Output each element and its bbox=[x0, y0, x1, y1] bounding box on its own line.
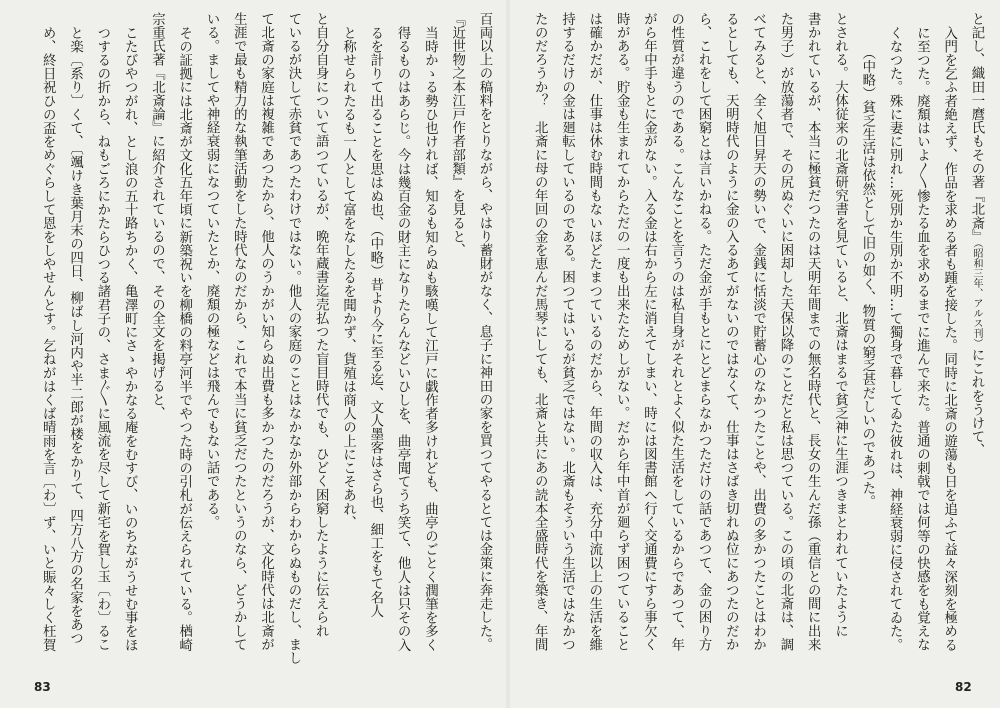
quote-column: と称せられたるも一人として富をなしたるを聞かず、貨殖は商人の上にこそあれ、 bbox=[340, 26, 356, 530]
text-column: 持するだけの金は廻転しているのである。困つてはいるが貧乏ではない。北斎もそういう生活ではなかつ bbox=[559, 12, 575, 652]
quote-column: くなつた。殊に妻に別れ…死別か生別か不明…て獨身で暮してゐた彼れは、神経衰弱に侵されてゐた。 bbox=[887, 26, 903, 652]
text-column: がら年中手もとに金がない。入る金は右から左に消えてしまい、時には図書館へ行く交通費にすら事欠く bbox=[641, 12, 657, 652]
page-gutter bbox=[505, 0, 511, 708]
text-column: た男子）が放蕩者で、その尻ぬぐいに困却した天保以降のことだと私は思つている。この頃の北斎は、調 bbox=[777, 12, 793, 652]
text-column: 生涯で最も精力的な執筆活動をした時代なのだから、これで本当に貧乏だつたというのなら、どうかして bbox=[231, 12, 247, 652]
quote-column: （中略）貧乏生活は依然として旧の如く、物質の窮乏甚だしいのであつた。 bbox=[859, 46, 875, 509]
quote-column: こたびやつがれ、とし浪の五十路ちかく、亀澤町にさゝやかなる庵をむすび、いのちながうせむ事をほ bbox=[122, 26, 138, 652]
text-column: て北斎の家庭は複雑であつたから、他人のうかがい知らぬ出費も多かつたのだろうが、文化時代は北斎が bbox=[258, 12, 274, 652]
text-column: 百両以上の稿料をとりながら、やはり蓄財がなく、息子に神田の家を買つてやるとては金策に奔走した。 bbox=[477, 12, 492, 652]
text-column: べてみると、全く旭日昇天の勢いで、金銭に恬淡で貯蓄心のなかつたことや、出費の多かつたことはわか bbox=[750, 12, 766, 652]
quote-column: るを計りて出ることを思はぬ也、（中略）昔より今に至る迄、文人墨客はさら也、細工をもて名人 bbox=[367, 26, 383, 618]
quote-column: 得るものはあらじ。今は幾百金の財主になりたらんなどいひしを、曲亭聞てうち笑て、他人は只その入 bbox=[395, 26, 411, 652]
text-column: その証拠には北斎が文化五年頃に新築祝いを柳橋の料亭河半でやつた時の引札が伝えられている。楢崎 bbox=[176, 26, 192, 652]
text-column: の性質が違うのである。こんなことを言うのは私自身がそれとよく似た生活をしているからであつて、年 bbox=[668, 12, 684, 652]
text-column: は確かだが、仕事は休む時間もないほどたまつているのだから、年間の収入は、充分中流以上の生活を維 bbox=[586, 12, 602, 652]
text-segment: にこれをうけて、 bbox=[969, 348, 984, 458]
text-column bbox=[963, 12, 990, 678]
quote-column: と楽〔系り〕くて、〔颯けき葉月末の四日、柳ばし河内や半二郎が楼をかりて、四方八方の名家をあつ bbox=[67, 26, 83, 645]
text-column: ら、これをして困窮とは言いかねる。ただ金が手もとにとどまらなかつただけの話であつて、金の困り方 bbox=[696, 12, 712, 652]
quote-column: め、終日祝ひの盃をめぐらして恩をしやせんとす。乞ねがはくば晴雨を言〔わ〕ず、いと賑々しく枉賀 bbox=[40, 26, 56, 652]
text-column: たのだろうか？ 北斎に母の年回の金を恵んだ馬琴にしても、北斎と共にあの読本全盛時代を築き、年間 bbox=[532, 12, 548, 652]
quote-column: つするの折から、ねもごろにかたらひつる諸君子の、さま〴〵に風流を尽して新宅を賀し玉〔わ〕るこ bbox=[94, 26, 110, 652]
page-number-right: 82 bbox=[955, 680, 972, 694]
left-page bbox=[32, 12, 498, 678]
text-column: 『近世物之本江戸作者部類』を見ると、 bbox=[449, 12, 465, 257]
citation-note: （昭和三年、アルス刊） bbox=[971, 243, 982, 349]
text-segment: と記し、織田一麿氏もその著『北斎』 bbox=[969, 12, 984, 244]
text-column: 宗重氏著『北斎論』に紹介されているので、その全文を掲げると、 bbox=[149, 12, 165, 420]
text-column: るとしても、天明時代のように金の入るあてがないのではなくて、仕事はさばき切れぬ位にあつたのだか bbox=[723, 12, 739, 652]
page-number-left: 83 bbox=[34, 680, 51, 694]
text-column: と自分自身について語つているが、晩年蔵書迄売払つた盲目時代でも、ひどく困窮したように伝えられ bbox=[313, 12, 329, 638]
text-column: とされる。大体従来の北斎研究書を見ていると、北斎はまるで貧乏神に生涯つきまとわれていたように bbox=[832, 12, 848, 638]
text-column: 時がある。貯金も生まれてからただの一度も出来たためしがない。だから年中首が廻らず困つていること bbox=[614, 12, 630, 652]
text-column: いる。ましてや神経衰弱になつていたとか、廃頽の極などは飛んでもない話である。 bbox=[204, 12, 220, 529]
text-column: 書かれているが、本当に極貧だつたのは天明年間までの無名時代と、長女の生んだ孫（重信との間に出来 bbox=[805, 12, 821, 652]
quote-column: 当時かゝる勢ひ也ければ、知るも知らぬも駭嘆して江戸に戯作者多けれども、曲亭のごとく潤筆を多く bbox=[422, 26, 438, 652]
quote-column: 入門を乞ふ者絶えず、作品を求める者も踵を接した。同時に北斎の遊蕩も日を追ふて益々深刻を極める bbox=[941, 26, 957, 652]
quote-column: に至つた。廃頽はいよ〳〵惨たる血を求めるまでに進んで来た。普通の刺戟では何等の快感をも覚えな bbox=[914, 26, 930, 652]
right-page bbox=[524, 12, 990, 678]
text-column: ているが決して赤貧であつたわけではない。他人の家庭のことはなかなか外部からわからぬものだし、まし bbox=[285, 12, 301, 665]
